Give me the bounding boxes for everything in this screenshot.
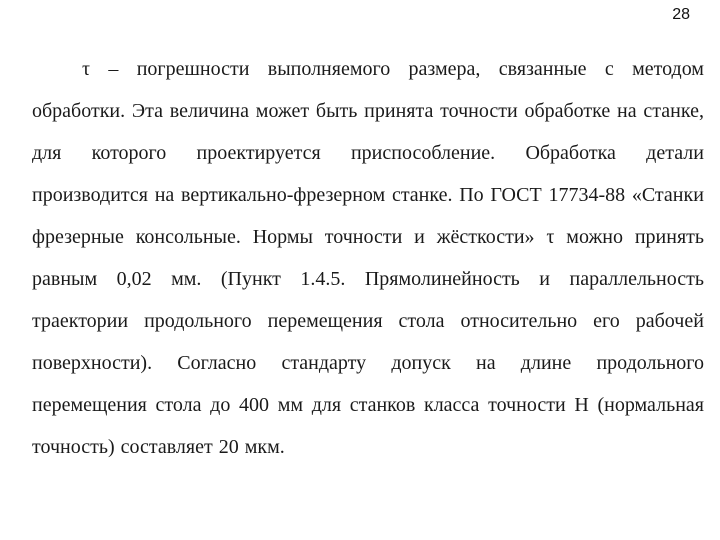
text-word: По	[459, 184, 484, 206]
text-word: ГОСТ	[490, 184, 542, 206]
text-word: обработке	[524, 100, 611, 122]
text-word: может	[255, 100, 310, 122]
text-word: принята	[364, 100, 434, 122]
text-word: связанные	[498, 58, 587, 80]
text-word: допуск	[391, 352, 451, 374]
text-word: стола	[398, 310, 445, 332]
text-word: точности	[488, 394, 566, 416]
text-word: составляет	[120, 436, 213, 458]
text-word: обработки.	[32, 100, 126, 122]
text-word: фрезерные	[32, 226, 124, 248]
text-word: τ	[82, 58, 91, 80]
text-word: 1.4.5.	[300, 268, 346, 290]
text-line	[32, 310, 704, 352]
text-word: стола	[155, 394, 202, 416]
text-word: величина	[169, 100, 249, 122]
text-word: перемещения	[267, 310, 383, 332]
text-word: Эта	[131, 100, 163, 122]
text-word: Нормы	[252, 226, 313, 248]
text-word: –	[108, 58, 119, 80]
text-word: поверхности).	[32, 352, 153, 374]
text-word: на	[476, 352, 496, 374]
text-word: производится	[32, 184, 148, 206]
text-word: вертикально-фрезерном	[181, 184, 386, 206]
text-line	[32, 394, 704, 436]
text-word: и	[414, 226, 425, 248]
text-word: точность)	[32, 436, 115, 458]
text-word: станке,	[643, 100, 704, 122]
text-word: до	[210, 394, 231, 416]
text-word: методом	[632, 58, 704, 80]
text-line	[32, 268, 704, 310]
text-word: на	[617, 100, 637, 122]
text-word: τ	[546, 226, 555, 248]
text-word: детали	[646, 142, 704, 164]
text-word: Обработка	[525, 142, 616, 164]
text-word: погрешности	[136, 58, 250, 80]
text-word: с	[604, 58, 614, 80]
text-word: продольного	[144, 310, 252, 332]
text-line	[32, 436, 704, 478]
text-word: продольного	[596, 352, 704, 374]
text-word: быть	[315, 100, 358, 122]
text-word: равным	[32, 268, 98, 290]
text-word: стандарту	[281, 352, 367, 374]
text-word: 17734-88	[548, 184, 626, 206]
text-word: проектируется	[196, 142, 321, 164]
text-word: выполняемого	[267, 58, 391, 80]
text-word: 20	[218, 436, 239, 458]
text-word: (Пункт	[220, 268, 281, 290]
text-word: траектории	[32, 310, 129, 332]
text-word: точности	[440, 100, 518, 122]
text-word: для	[32, 142, 62, 164]
text-word: на	[154, 184, 175, 206]
text-word: «Станки	[631, 184, 704, 206]
text-word: приспособление.	[350, 142, 496, 164]
text-word: 0,02	[116, 268, 152, 290]
text-word: (нормальная	[597, 394, 704, 416]
text-word: для	[311, 394, 342, 416]
text-word: жёсткости»	[436, 226, 535, 248]
text-word: Н	[574, 394, 589, 416]
text-word: класса	[423, 394, 480, 416]
text-word: длине	[520, 352, 572, 374]
text-line	[32, 226, 704, 268]
document-text	[32, 58, 704, 478]
text-word: точности	[324, 226, 403, 248]
text-word: Прямолинейность	[364, 268, 520, 290]
text-line	[32, 352, 704, 394]
text-word: можно	[566, 226, 623, 248]
text-word: перемещения	[32, 394, 147, 416]
text-word: его	[593, 310, 620, 332]
text-line	[32, 100, 704, 142]
text-word: и	[539, 268, 550, 290]
text-line	[32, 142, 704, 184]
text-word: принять	[634, 226, 704, 248]
text-word: станков	[349, 394, 416, 416]
text-word: мм.	[171, 268, 202, 290]
text-word: Согласно	[177, 352, 257, 374]
text-word: которого	[91, 142, 167, 164]
text-word: мм	[277, 394, 304, 416]
text-line	[32, 58, 704, 100]
text-word: относительно	[460, 310, 578, 332]
text-word: параллельность	[569, 268, 704, 290]
page-number: 28	[672, 6, 690, 23]
text-word: рабочей	[635, 310, 704, 332]
text-word: размера,	[408, 58, 481, 80]
text-word: 400	[239, 394, 270, 416]
text-word: консольные.	[135, 226, 241, 248]
text-word: мкм.	[244, 436, 285, 458]
text-word: станке.	[391, 184, 453, 206]
text-line	[32, 184, 704, 226]
